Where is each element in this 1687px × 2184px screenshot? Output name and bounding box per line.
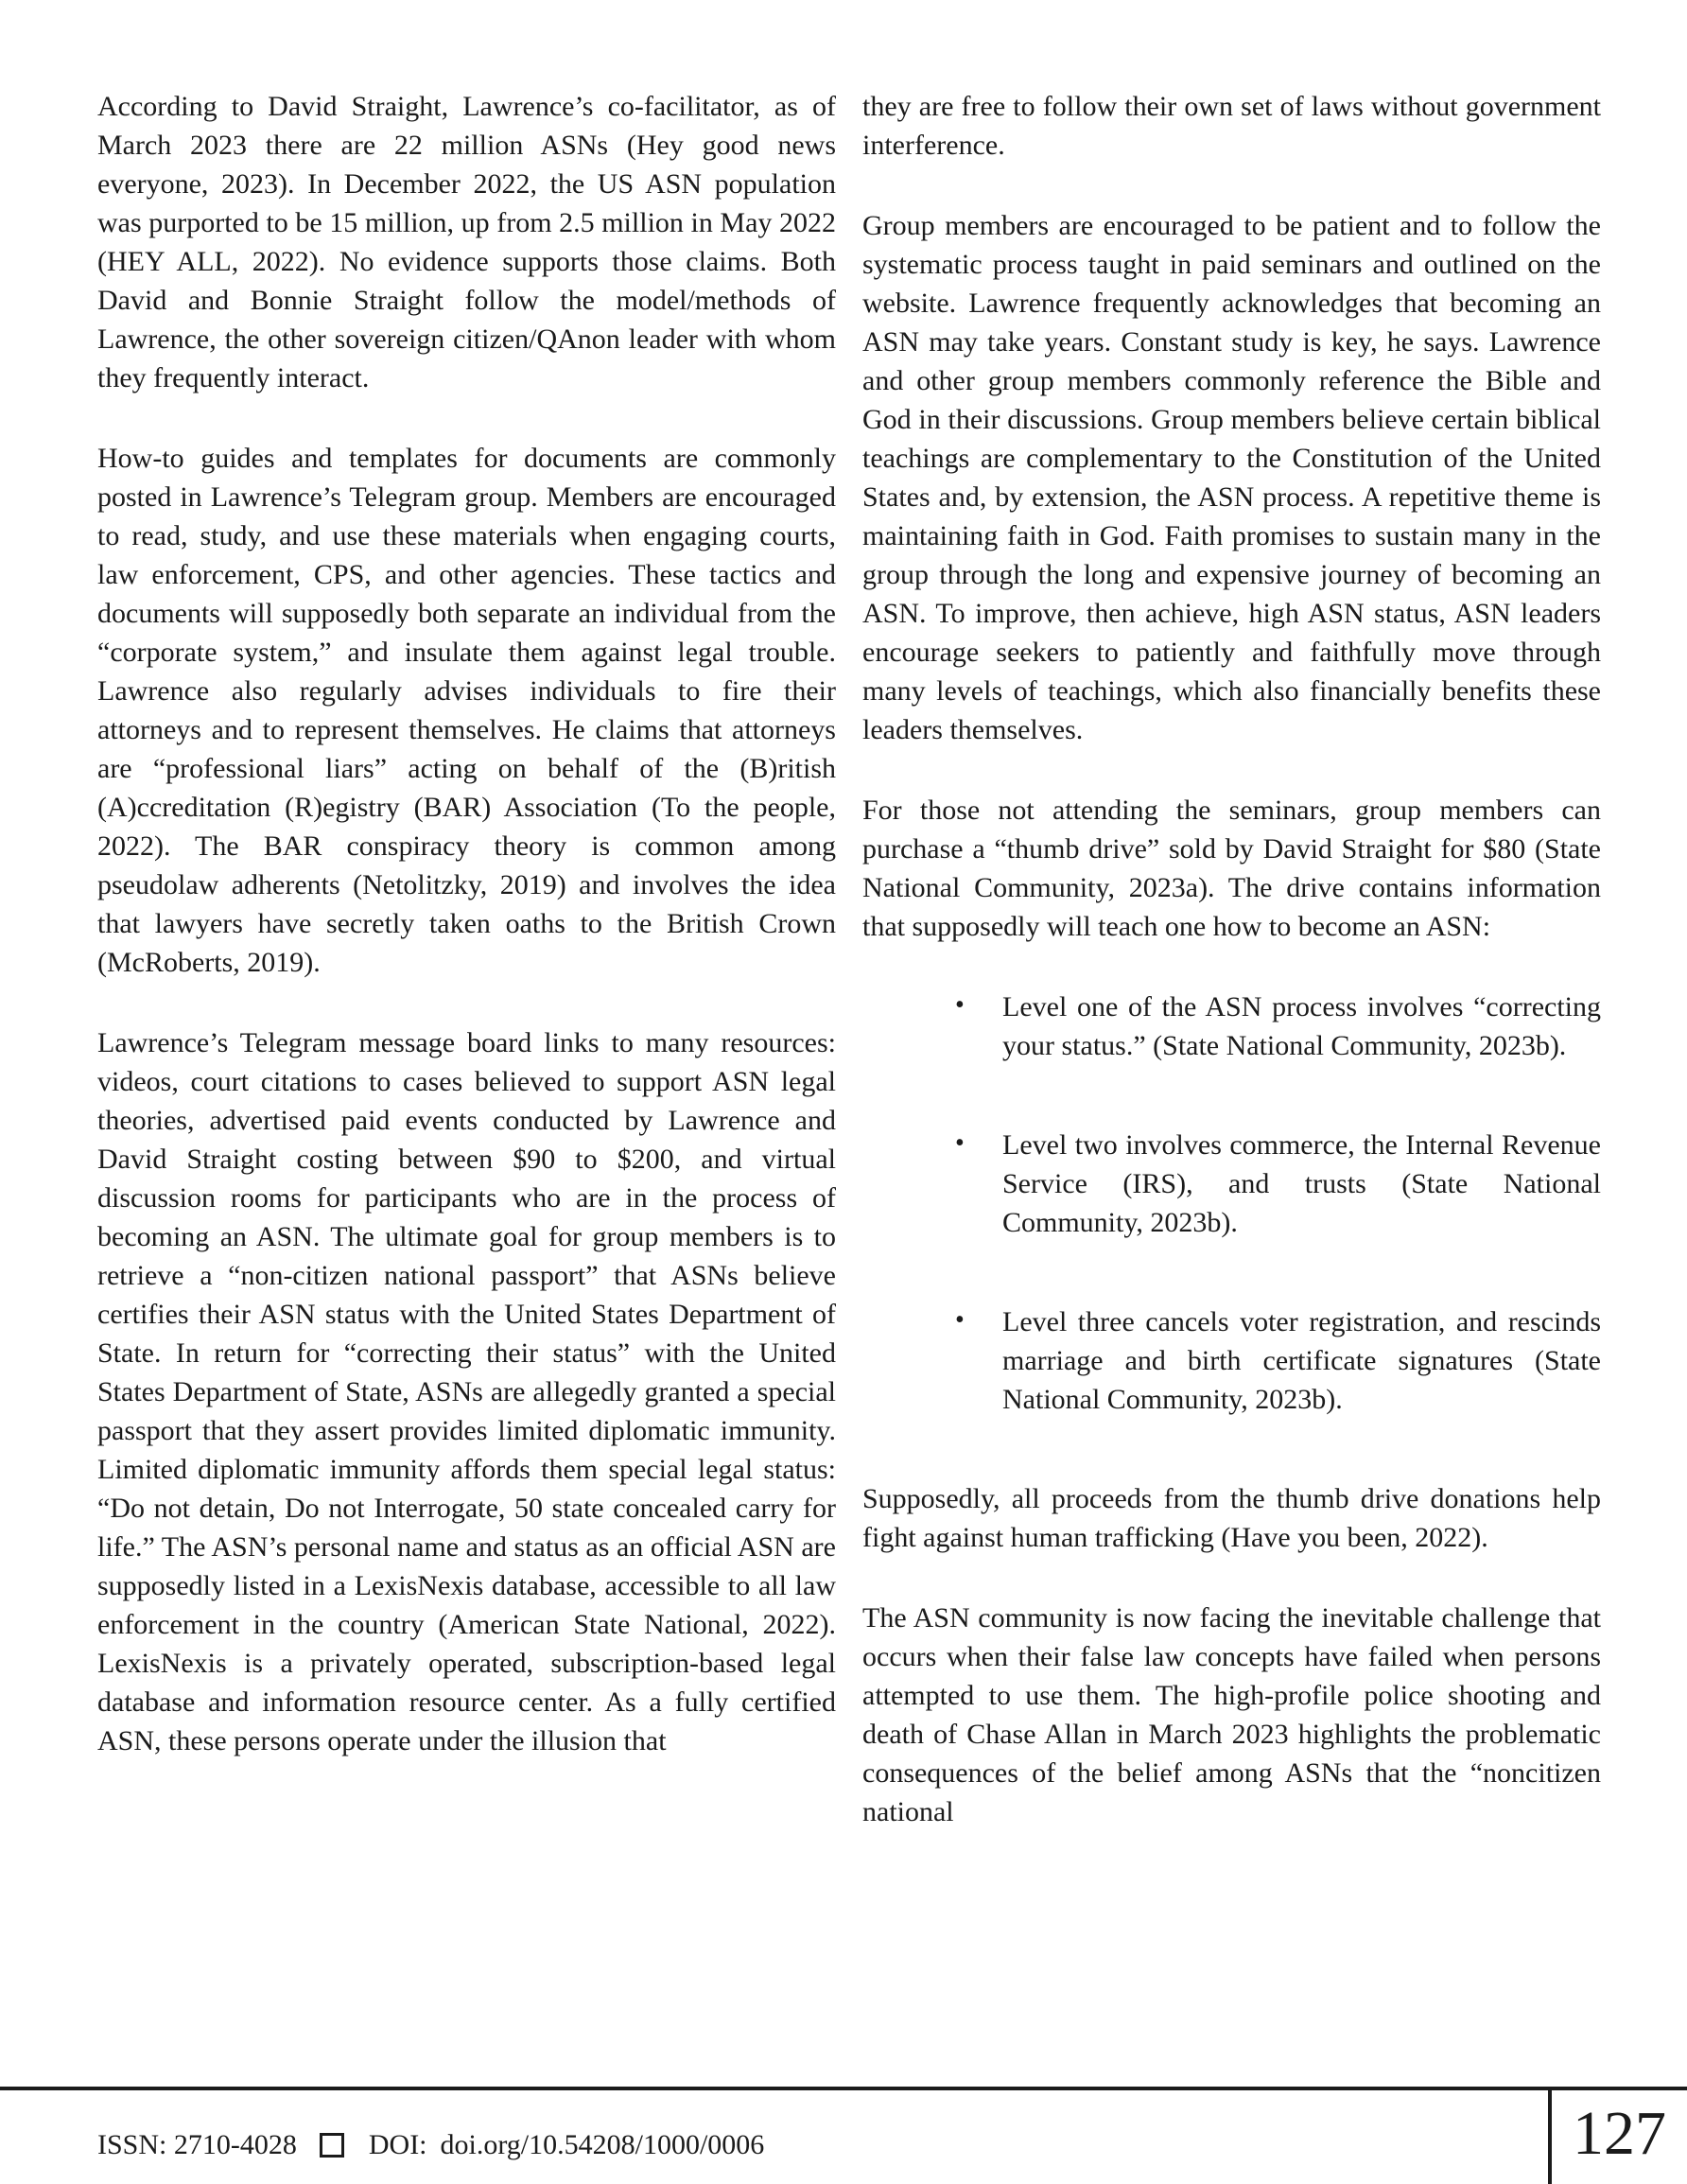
list-item [862, 987, 1601, 1065]
left-column [97, 87, 836, 1831]
bullet-icon: • [955, 990, 965, 1020]
right-column [862, 87, 1601, 1831]
paragraph: According to David Straight, Lawrence’s co-facilitator, as of March 2023 there are 22 million ASNs (Hey good news everyone, 2023). In December 2022, the US ASN population was purported to be 15 million, up from 2.5 million in May 2022 (HEY ALL, 2022). No evidence supports those claims. Both David and Bonnie Straight follow the model/methods of Lawrence, the other sovereign citizen/QAnon leader with whom they frequently interact. [97, 91, 836, 393]
bullet-icon: • [955, 1128, 965, 1158]
footer-divider [0, 2087, 1687, 2090]
square-icon [320, 2133, 344, 2158]
issn-label: ISSN: 2710-4028 [97, 2129, 297, 2160]
doi-value: doi.org/10.54208/1000/0006 [440, 2129, 765, 2160]
paragraph: How-to guides and templates for documents are commonly posted in Lawrence’s Telegram group. Members are encouraged to read, study, and use these materials when engaging courts, law enforcement, CPS, and other agencies. These tactics and documents will supposedly both separate an individual from the “corporate system,” and insulate them against legal trouble. Lawrence also regularly advises individuals to fire their attorneys and to represent themselves. He claims that attorneys are “professional liars” acting on behalf of the (B)ritish (A)ccreditation (R)egistry (BAR) Association (To the people, 2022). The BAR conspiracy theory is common among pseudolaw adherents (Netolitzky, 2019) and involves the idea that lawyers have secretly taken oaths to the British Crown (McRoberts, 2019). [97, 443, 836, 978]
list-item [862, 1126, 1601, 1242]
page-number: 127 [1573, 2099, 1666, 2168]
paragraph: Lawrence’s Telegram message board links to many resources: videos, court citations to cases believed to support ASN legal theories, advertised paid events conducted by Lawrence and David Straight costing between $90 to $200, and virtual discussion rooms for participants who are in the process of becoming an ASN. The ultimate goal for group members is to retrieve a “non-citizen national passport” that ASNs believe certifies their ASN status with the United States Department of State. In return for “correcting their status” with the United States Department of State, ASNs are allegedly granted a special passport that they assert provides limited diplomatic immunity. Limited diplomatic immunity affords them special legal status: “Do not detain, Do not Interrogate, 50 state concealed carry for life.” The ASN’s personal name and status as an official ASN are supposedly listed in a LexisNexis database, accessible to all law enforcement in the country (American State National, 2022). LexisNexis is a privately operated, subscription-based legal database and information resource center. As a fully certified ASN, these persons operate under the illusion that [97, 1027, 836, 1756]
paragraph: they are free to follow their own set of laws without government interference. [862, 91, 1601, 161]
footer [97, 2124, 764, 2166]
list-item-text: Level two involves commerce, the Internal Revenue Service (IRS), and trusts (State National Community, 2023b). [1002, 1129, 1601, 1238]
list-item-text: Level three cancels voter registration, and rescinds marriage and birth certificate signatures (State National Community, 2023b). [1002, 1306, 1601, 1415]
article-body [97, 87, 1601, 1831]
paragraph: For those not attending the seminars, group members can purchase a “thumb drive” sold by David Straight for $80 (State National Community, 2023a). The drive contains information that supposedly will teach one how to become an ASN: [862, 795, 1601, 942]
list-item [862, 1302, 1601, 1419]
doi-label: DOI: [368, 2129, 427, 2160]
bullet-icon: • [955, 1305, 965, 1335]
paragraph: Group members are encouraged to be patient and to follow the systematic process taught in paid seminars and outlined on the website. Lawrence frequently acknowledges that becoming an ASN may take years. Constant study is key, he says. Lawrence and other group members commonly reference the Bible and God in their discussions. Group members believe certain biblical teachings are complementary to the Constitution of the United States and, by extension, the ASN process. A repetitive theme is maintaining faith in God. Faith promises to sustain many in the group through the long and expensive journey of becoming an ASN. To improve, then achieve, high ASN status, ASN leaders encourage seekers to patiently and faithfully move through many levels of teachings, which also financially benefits these leaders themselves. [862, 210, 1601, 745]
paragraph: The ASN community is now facing the inevitable challenge that occurs when their false law concepts have failed when persons attempted to use them. The high-profile police shooting and death of Chase Allan in March 2023 highlights the problematic consequences of the belief among ASNs that the “noncitizen national [862, 1602, 1601, 1827]
paragraph: Supposedly, all proceeds from the thumb drive donations help fight against human trafficking (Have you been, 2022). [862, 1483, 1601, 1553]
list-item-text: Level one of the ASN process involves “correcting your status.” (State National Community, 2023b). [1002, 991, 1601, 1061]
